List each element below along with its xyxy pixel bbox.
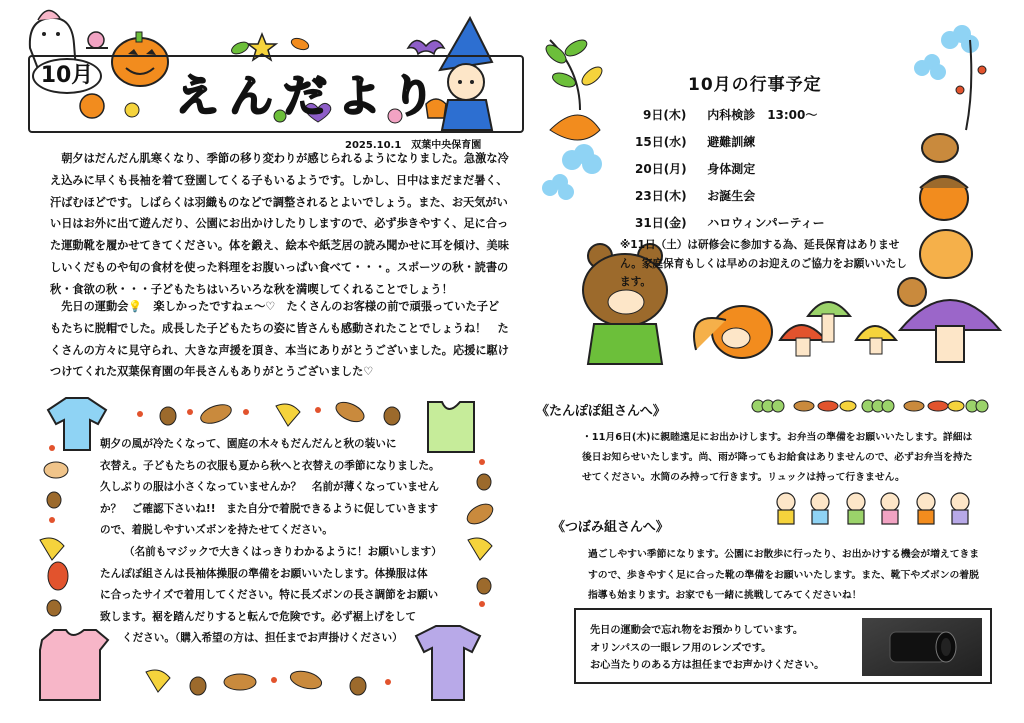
schedule-title: 10月の行事予定 bbox=[688, 75, 822, 95]
leaf-icon bbox=[44, 462, 68, 478]
cloud-icon bbox=[562, 144, 602, 174]
month-badge: 10月 bbox=[32, 58, 102, 94]
cloud-icon bbox=[914, 54, 946, 80]
ginkgo-leaf-icon bbox=[40, 538, 64, 560]
child-icon bbox=[811, 493, 829, 511]
schedule-event: お誕生会 bbox=[707, 189, 756, 203]
schedule-item bbox=[635, 133, 755, 150]
schedule-date: 20日(月) bbox=[635, 162, 687, 176]
acorn-icon bbox=[47, 600, 61, 616]
dress-icon bbox=[40, 630, 108, 700]
clothes-notice-line: に合ったサイズで着用してください。特に長ズボンの長さ調節をお願い bbox=[100, 589, 439, 602]
child-icon bbox=[951, 493, 969, 511]
lost-item-line: オリンパスの一眼レフ用のレンズです。 bbox=[590, 642, 772, 654]
cloud-icon bbox=[941, 25, 979, 53]
tanpopo-heading: 《たんぽぽ組さんへ》 bbox=[536, 404, 666, 419]
leaf-icon bbox=[48, 562, 68, 590]
leaf-icon bbox=[288, 668, 323, 692]
tanpopo-text: ・11月6日(木)に親睦遠足にお出かけします。お弁当の準備をお願いいたします。詳細は後日お知らせいたします。尚、雨が降ってもお給食はありませんので、必ずお弁当を持たせてください。水筒のみ持って行きます。リュックは持って行きません。 bbox=[582, 432, 973, 484]
acorn-icon bbox=[47, 492, 61, 508]
ginkgo-leaf-icon bbox=[146, 670, 170, 692]
mushroom-icon bbox=[900, 300, 1000, 362]
acorn-icon bbox=[160, 407, 176, 425]
leaf-icon bbox=[333, 398, 367, 425]
leaf-icon bbox=[464, 500, 496, 528]
clothes-notice-line: 朝夕の風が冷たくなって、園庭の木々もだんだんと秋の装いに bbox=[100, 438, 397, 450]
clothes-notice-line: （名前もマジックで大きくはっきりわかるように！お願いします） bbox=[124, 545, 442, 558]
schedule-date: 15日(水) bbox=[635, 135, 687, 149]
page-title: えんだより bbox=[175, 71, 445, 122]
clothes-notice-line: ので、着脱しやすいズボンを持たせてください。 bbox=[100, 524, 333, 537]
schedule-note: ※11日（土）は研修会に参加する為、延長保育はありません。家庭保育もしくは早めのお迎えのご協力をお願いいたします。 bbox=[620, 239, 907, 288]
acorn-icon bbox=[477, 474, 491, 490]
bat-icon bbox=[408, 40, 444, 54]
schedule-event: 身体測定 bbox=[707, 162, 756, 176]
intro-paragraph: 朝夕はだんだん肌寒くなり、季節の移り変わりが感じられるようになりました。急激な冷え込みに早くも長袖を着て登園してくる子もいるようです。しかし、日中はまだまだ暑く、汗ばむほどです。しばらくは羽織ものなどで調整されるとよいでしょう。また、お天気がいい日はお外に出て遊んだり、公園にお出かけしたりしますので、必ず歩きやすく、足に合った運動靴を履かせてきてください。体を鍛え、絵本や紙芝居の読み聞かせに耳を傾け、美味しいくだものや旬の食材を使った料理をお腹いっぱい食べて・・・。スポーツの秋・読書の秋・食欲の秋・・・子どもたちはいろいろな秋を満喫してくれることでしょう！ bbox=[50, 152, 509, 296]
schedule-item bbox=[635, 214, 825, 231]
leaf-branch-icon bbox=[543, 37, 605, 140]
cloud-icon bbox=[542, 174, 574, 200]
snail-icon bbox=[86, 32, 108, 48]
clothes-notice-line: か？ ご確認下さいね!! また自分で着脱できるように促していきます bbox=[100, 502, 439, 515]
sports-day-paragraph: 先日の運動会💡 楽しかったですねェ～♡ たくさんのお客様の前で頑張っていた子どもたちに脱帽でした。成長した子どもたちの姿に皆さんも感動されたことでしょうね！ たくさんの方々に見守られ、大きな声援を頂き、本当にありがとうございました。応援に駆けつけてくれた双葉保育園の年長さんもありがとうございました♡ bbox=[50, 300, 509, 379]
leaf-icon bbox=[230, 40, 251, 57]
camera-lens-photo bbox=[862, 618, 982, 676]
kids-illustration bbox=[770, 488, 980, 530]
leaf-icon bbox=[198, 401, 234, 427]
acorn-icon bbox=[477, 578, 491, 594]
squirrel-character-icon bbox=[694, 306, 772, 358]
schedule-event: 内科検診 13:00～ bbox=[707, 108, 818, 122]
lost-item-notice bbox=[590, 622, 880, 675]
leaf-icon bbox=[290, 36, 310, 52]
schedule-date: 23日(木) bbox=[635, 189, 687, 203]
lost-item-line: 先日の運動会で忘れ物をお預かりしています。 bbox=[590, 625, 804, 636]
issue-date: 2025.10.1 双葉中央保育園 bbox=[345, 140, 482, 151]
mushroom-icon bbox=[780, 325, 826, 356]
child-icon bbox=[777, 493, 795, 511]
clothes-notice-line: 致します。裾を踏んだりすると転んで危険です。必ず裾上げをして bbox=[100, 610, 417, 623]
leaf-icon bbox=[224, 674, 256, 690]
shirt-icon bbox=[48, 398, 106, 450]
schedule-item bbox=[635, 187, 755, 204]
ginkgo-leaf-icon bbox=[276, 404, 300, 426]
ginkgo-leaf-icon bbox=[468, 538, 492, 560]
tsubomi-text: 過ごしやすい季節になります。公園にお散歩に行ったり、お出かけする機会が増えてきますので、歩きやすく足に合った靴の準備をお願いいたします。また、靴下やズボンの着脱指導も始まります。お家でも一緒に挑戦してみてくださいね！ bbox=[588, 549, 980, 601]
acorn-icon bbox=[384, 407, 400, 425]
clothes-notice-line: 衣替え。子どもたちの衣服も夏から秋へと衣替えの季節になりました。 bbox=[100, 459, 440, 472]
schedule-date: 31日(金) bbox=[635, 216, 687, 230]
child-icon bbox=[847, 493, 865, 511]
clothes-notice-line: たんぽぽ組さんは長袖体操服の準備をお願いいたします。体操服は体 bbox=[100, 567, 428, 580]
mushroom-icon bbox=[856, 326, 896, 354]
child-icon bbox=[917, 493, 935, 511]
schedule-event: 避難訓練 bbox=[707, 135, 756, 149]
acorn-character-icon bbox=[920, 134, 972, 278]
lost-item-line: お心当たりのある方は担任までお声かけください。 bbox=[590, 660, 825, 671]
caterpillar-border bbox=[748, 396, 998, 416]
clothes-notice-line: 久しぶりの服は小さくなっていませんか？ 名前が薄くなっていません bbox=[100, 481, 439, 494]
acorn-icon bbox=[190, 677, 206, 695]
clothes-notice bbox=[100, 434, 450, 650]
tsubomi-heading: 《つぼみ組さんへ》 bbox=[552, 520, 669, 535]
clothes-notice-line: ください。（購入希望の方は、担任までお声掛けください） bbox=[122, 632, 403, 645]
schedule-item bbox=[643, 106, 817, 123]
schedule-item bbox=[635, 160, 755, 177]
child-icon bbox=[881, 493, 899, 511]
acorn-icon bbox=[350, 677, 366, 695]
schedule-date: 9日(木) bbox=[643, 108, 687, 122]
schedule-event: ハロウィンパーティー bbox=[707, 216, 825, 230]
berry-branch-icon bbox=[966, 40, 971, 130]
